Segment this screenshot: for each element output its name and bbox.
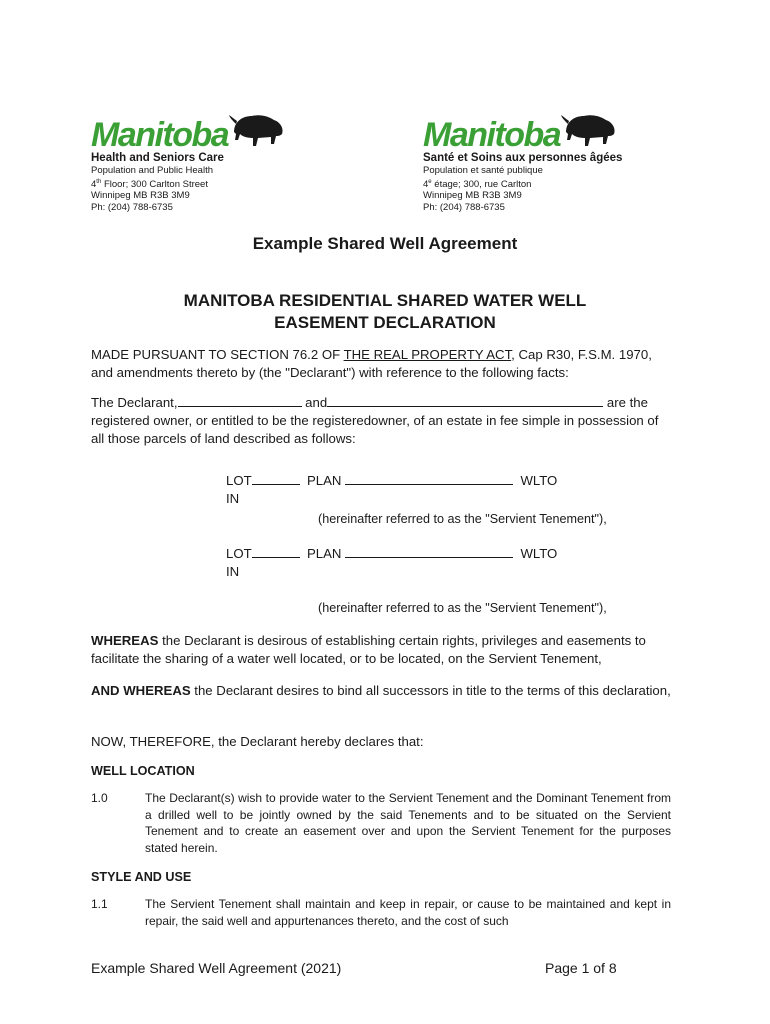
declarant-paragraph: The Declarant, and are the registered owner, or entitled to be the registeredowner, of an estate in fee simple in possession of all those parcels of land described as follows: (91, 395, 659, 446)
lot-blank (252, 472, 300, 485)
footer-title: Example Shared Well Agreement (2021) (91, 960, 342, 976)
plan-blank (345, 472, 513, 485)
address-line-3: Winnipeg MB R3B 3M9 (423, 190, 522, 202)
clause-number: 1.0 (91, 791, 108, 805)
and-whereas-paragraph: AND WHEREAS the Declarant desires to bind all successors in title to the terms of this declaration, (91, 683, 671, 698)
intro-paragraph: MADE PURSUANT TO SECTION 76.2 OF THE REAL PROPERTY ACT, Cap R30, F.S.M. 1970, and amendments thereto by (the "Declarant") with reference to the following facts: (91, 347, 652, 380)
now-therefore-paragraph: NOW, THEREFORE, the Declarant hereby declares that: (91, 734, 424, 749)
clause-text: The Declarant(s) wish to provide water to the Servient Tenement and the Dominant Tenement from a drilled well to be jointly owned by the said Tenements and to be situated on the Servient Tenement and to create an easement over and upon the Servient Tenement for the purposes stated herein. (145, 791, 671, 855)
address-line-2: 4e étage; 300, rue Carlton (423, 178, 532, 190)
address-line-3: Winnipeg MB R3B 3M9 (91, 190, 190, 202)
section-heading: STYLE AND USE (91, 870, 192, 884)
declaration-heading: MANITOBA RESIDENTIAL SHARED WATER WELL EASEMENT DECLARATION (183, 291, 587, 332)
declarant-blank-1 (178, 394, 302, 407)
department-name: Health and Seniors Care (91, 152, 224, 164)
page-number: Page 1 of 8 (545, 960, 617, 976)
servient-tenement-note: (hereinafter referred to as the "Servient Tenement"), (318, 601, 607, 615)
phone-line: Ph: (204) 788-6735 (423, 201, 505, 213)
clause-number: 1.1 (91, 897, 108, 911)
declarant-blank-2 (327, 394, 603, 407)
document-title: Example Shared Well Agreement (252, 234, 518, 253)
manitoba-logo (423, 110, 683, 152)
manitoba-wordmark: Manitoba (423, 116, 561, 154)
letterhead-french (423, 110, 683, 213)
lot-blank (252, 545, 300, 558)
address-line-1: Population and Public Health (91, 165, 214, 176)
manitoba-wordmark: Manitoba (91, 116, 229, 154)
bison-icon (560, 110, 620, 150)
act-name: THE REAL PROPERTY ACT (343, 347, 512, 362)
phone-line: Ph: (204) 788-6735 (91, 201, 173, 213)
section-heading: WELL LOCATION (91, 764, 195, 778)
letterhead-english (91, 110, 351, 213)
plan-blank (345, 545, 513, 558)
bison-icon (228, 110, 288, 150)
lot-entry: LOT PLAN WLTO IN (226, 546, 558, 579)
servient-tenement-note: (hereinafter referred to as the "Servient Tenement"), (318, 512, 607, 526)
lot-entry: LOT PLAN WLTO IN (226, 473, 558, 506)
department-name: Santé et Soins aux personnes âgées (423, 152, 623, 164)
manitoba-logo (91, 110, 351, 152)
clause-text: The Servient Tenement shall maintain and keep in repair, or cause to be maintained and kept in repair, the said well and appurtenances thereto, and the cost of such (145, 897, 671, 928)
address-line-2: 4th Floor; 300 Carlton Street (91, 178, 208, 190)
address-line-1: Population et santé publique (423, 165, 543, 176)
whereas-paragraph: WHEREAS the Declarant is desirous of establishing certain rights, privileges and easements to facilitate the sharing of a water well located, or to be located, on the Servient Tenement, (91, 633, 646, 666)
